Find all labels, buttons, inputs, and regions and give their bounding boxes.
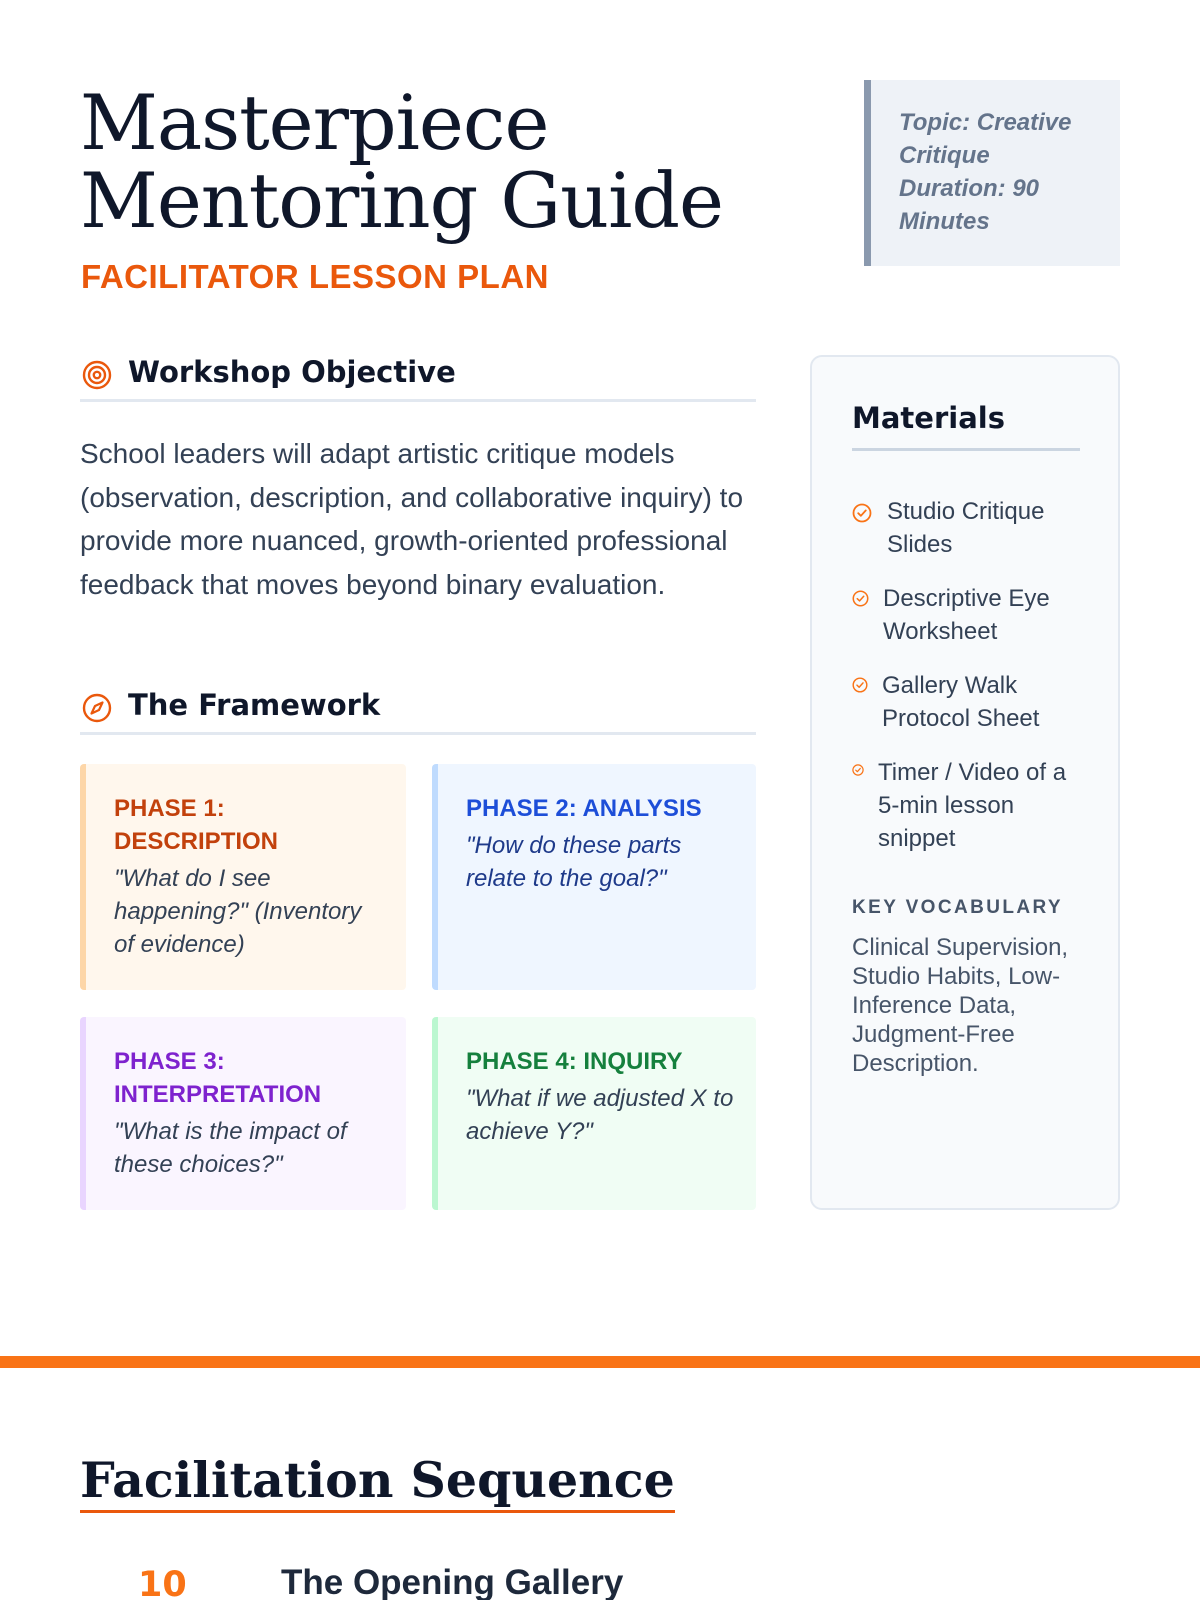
- title-line-2: Mentoring Guide: [80, 156, 724, 245]
- target-icon: [82, 360, 112, 390]
- phase-title: PHASE 1: DESCRIPTION: [114, 795, 279, 855]
- phase-card-1: [80, 764, 406, 990]
- lesson-meta-box: [864, 80, 1120, 266]
- check-circle-icon: [852, 503, 872, 523]
- page-subtitle: FACILITATOR LESSON PLAN: [81, 258, 550, 295]
- materials-item-label: Descriptive Eye Worksheet: [883, 585, 1050, 645]
- phase-title: PHASE 2: ANALYSIS: [466, 795, 702, 822]
- duration-text: Duration: 90 Minutes: [899, 175, 1040, 235]
- topic-text: Topic: Creative Critique: [899, 109, 1072, 169]
- phase-quote: "How do these parts relate to the goal?": [466, 832, 682, 892]
- framework-heading: The Framework: [128, 688, 381, 722]
- phase-title: PHASE 3: INTERPRETATION: [114, 1048, 322, 1108]
- check-circle-icon: [852, 764, 864, 776]
- objective-heading: Workshop Objective: [128, 355, 456, 389]
- phase-card-2: [432, 764, 756, 990]
- check-circle-icon: [852, 677, 868, 693]
- vocabulary-text: Clinical Supervision, Studio Habits, Low-Inference Data, Judgment-Free Description.: [852, 934, 1069, 1077]
- objective-section-header: [80, 352, 756, 402]
- phase-quote: "What if we adjusted X to achieve Y?": [466, 1085, 734, 1145]
- objective-text: School leaders will adapt artistic critique models (observation, description, and collaborative inquiry) to provide more nuanced, growth-oriented professional feedback that moves beyond binary evaluation.: [80, 438, 744, 600]
- phase-quote: "What do I see happening?" (Inventory of evidence): [114, 865, 362, 958]
- page-title: [80, 78, 800, 245]
- materials-item-label: Studio Critique Slides: [887, 498, 1045, 558]
- phase-card-3: [80, 1017, 406, 1210]
- phase-card-4: [432, 1017, 756, 1210]
- materials-heading: Materials: [852, 401, 1080, 451]
- step-minutes: 10: [138, 1565, 187, 1600]
- materials-item-label: Gallery Walk Protocol Sheet: [882, 672, 1040, 732]
- title-line-1: Masterpiece: [80, 78, 549, 167]
- compass-icon: [82, 693, 112, 723]
- section-divider: [0, 1356, 1200, 1368]
- materials-panel: [810, 355, 1120, 1210]
- framework-section-header: [80, 685, 756, 735]
- sequence-heading: Facilitation Sequence: [80, 1452, 675, 1513]
- vocabulary-label: KEY VOCABULARY: [852, 897, 1063, 918]
- phase-title: PHASE 4: INQUIRY: [466, 1048, 683, 1075]
- step-title: The Opening Gallery: [281, 1563, 624, 1600]
- phase-quote: "What is the impact of these choices?": [114, 1118, 347, 1178]
- materials-item-label: Timer / Video of a 5-min lesson snippet: [878, 759, 1067, 852]
- check-circle-icon: [852, 590, 869, 607]
